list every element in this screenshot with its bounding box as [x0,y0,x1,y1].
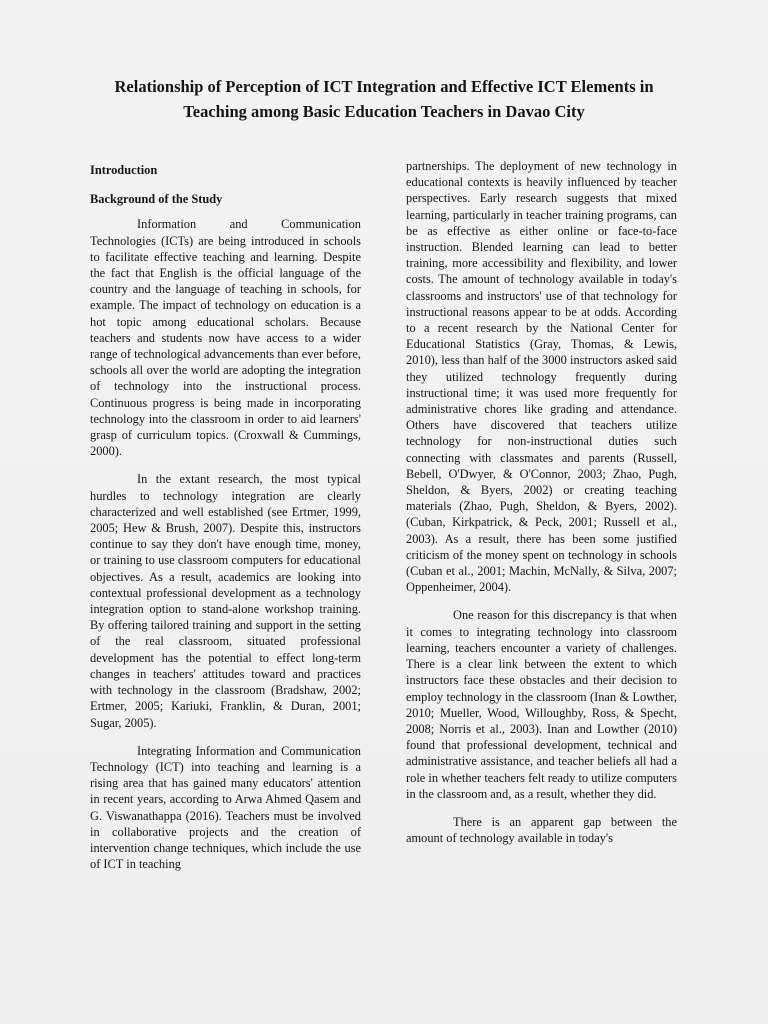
paper-title-line-2: Teaching among Basic Education Teachers in Davao City [183,102,585,121]
paragraph: In the extant research, the most typical hurdles to technology integration are clearly characterized and well established (see Ertmer, 1999, 2005; Hew & Brush, 2007). Despite this, instructors continue to say they don't have enough time, money, or training to use classroom computers for educational objectives. As a result, academics are looking into contextual professional development as a technology integration option to stand-alone workshop training. By offering tailored training and support in the setting of the real classroom, situated professional development has the potential to effect long-term changes in teachers' attitudes toward and practices with technology in the classroom (Bradshaw, 2002; Ertmer, 2005; Kariuki, Franklin, & Duran, 2001; Sugar, 2005). [90,472,361,730]
subsection-heading-background: Background of the Study [90,192,223,207]
paper-title [60,74,708,124]
paragraph: One reason for this discrepancy is that when it comes to integrating technology into classroom learning, teachers encounter a variety of challenges. There is a clear link between the extent to which instructors face these obstacles and their decision to employ technology in the classroom (Inan & Lowther, 2010; Mueller, Wood, Willoughby, Ross, & Specht, 2008; Norris et al., 2003). Inan and Lowther (2010) found that professional development, technical and administrative assistance, and teacher beliefs all had a role in whether teachers felt ready to utilize computers in the classroom and, as a result, whether they did. [406,608,677,801]
paragraph: Information and Communication Technologies (ICTs) are being introduced in schools to facilitate effective teaching and learning. Despite the fact that English is the official language of the country and the language of teaching in schools, for example. The impact of technology on education is a hot topic among educational scholars. Because teachers and students now have access to a wider range of technological advancements than ever before, schools all over the world are adopting the integration of technology into the instructional process. Continuous progress is being made in incorporating technology into the classroom in order to aid learners' grasp of curriculum topics. (Croxwall & Cummings, 2000). [90,217,361,459]
paragraph: Integrating Information and Communication Technology (ICT) into teaching and learning is a rising area that has gained many educators' attention in recent years, according to Arwa Ahmed Qasem and G. Viswanathappa (2016). Teachers must be involved in collaborative projects and the creation of intervention change techniques, which include the use of ICT in teaching [90,743,361,872]
right-column [406,158,677,858]
paragraph-continued: partnerships. The deployment of new technology in educational contexts is heavily influenced by teacher perspectives. Early research suggests that mixed learning, particularly in teacher training programs, can be as effective as either online or face-to-face instruction. Blended learning can lead to better training, more accessibility and flexibility, and lower costs. The amount of technology available in today's classrooms and instructors' use of that technology for instructional reasons appear to be at odds. According to a recent research by the National Center for Educational Statistics (Gray, Thomas, & Lewis, 2010), less than half of the 3000 instructors asked said they utilized technology frequently during instructional time; it was used more frequently for administrative chores like grading and attendance. Others have discovered that teachers utilize technology for non-instructional duties such connecting with classmates and parents (Russell, Bebell, O'Dwyer, & O'Connor, 2003; Zhao, Pugh, Sheldon, & Byers, 2002) or creating teaching materials (Zhao, Pugh, Sheldon, & Byers, 2002). (Cuban, Kirkpatrick, & Peck, 2001; Russell et al., 2003). As a result, there has been some justified criticism of the money spent on technology in schools (Cuban et al., 2001; Machin, McNally, & Silva, 2007; Oppenheimer, 2004). [406,159,677,595]
paragraph: There is an apparent gap between the amount of technology available in today's [406,814,677,846]
paper-title-line-1: Relationship of Perception of ICT Integration and Effective ICT Elements in [114,77,654,96]
left-column [90,158,361,884]
section-heading-introduction: Introduction [90,163,158,177]
